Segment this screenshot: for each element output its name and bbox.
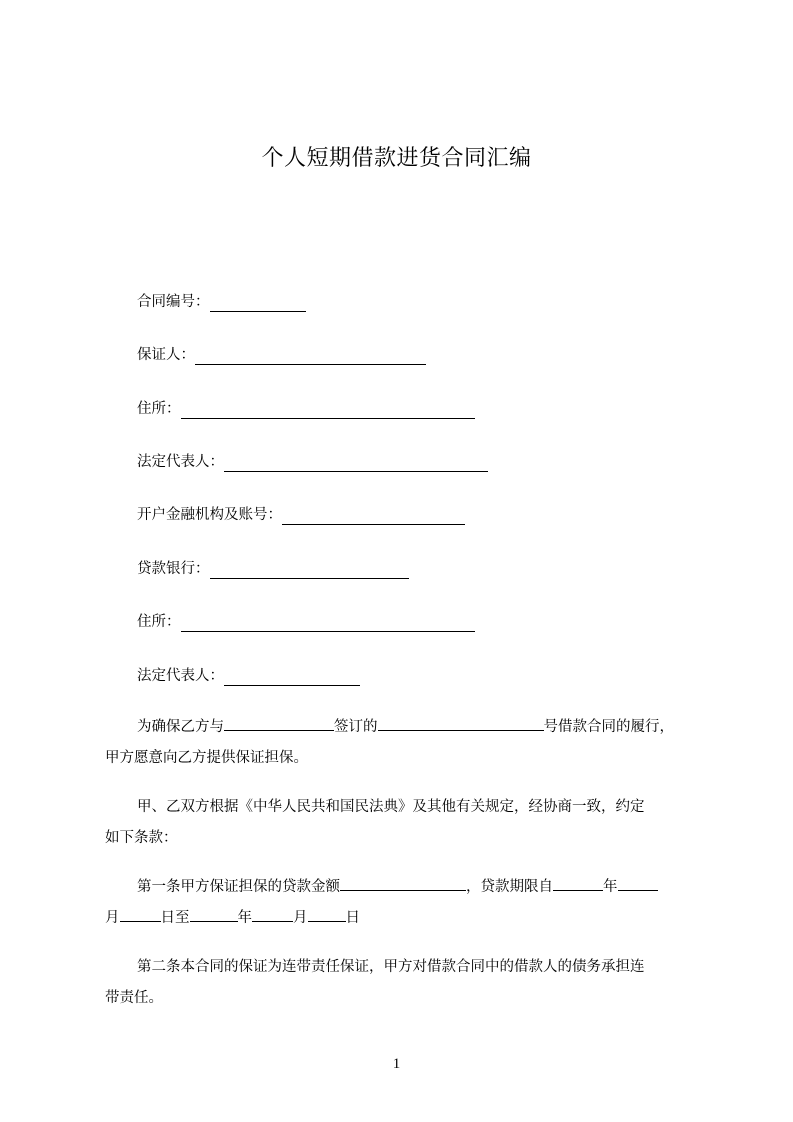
guarantor-label: 保证人： xyxy=(137,347,195,363)
loan-amount-blank[interactable] xyxy=(340,876,466,891)
end-month-blank[interactable] xyxy=(252,907,293,922)
address-field-2 xyxy=(137,612,475,632)
paragraph-text: 第一条甲方保证担保的贷款金额 xyxy=(137,879,340,895)
address-blank-1[interactable] xyxy=(181,403,475,419)
contract-number-label: 合同编号： xyxy=(137,294,210,310)
bank-account-blank[interactable] xyxy=(282,509,465,525)
paragraph-text: ，贷款期限自 xyxy=(466,879,553,895)
address-field-1 xyxy=(137,399,475,419)
paragraph-text: 号借款合同的履行， xyxy=(543,719,674,735)
lender-bank-label: 贷款银行： xyxy=(137,561,210,577)
legal-representative-blank-2[interactable] xyxy=(224,670,360,686)
guarantor-blank[interactable] xyxy=(195,349,426,365)
legal-representative-label-1: 法定代表人： xyxy=(137,454,224,470)
loan-contract-number-blank[interactable] xyxy=(378,716,544,731)
paragraph-text: 为确保乙方与 xyxy=(137,719,224,735)
paragraph-text: 日至 xyxy=(160,910,190,926)
start-day-blank[interactable] xyxy=(120,907,161,922)
legal-representative-label-2: 法定代表人： xyxy=(137,668,224,684)
legal-representative-field-1 xyxy=(137,452,488,472)
paragraph-article-1 xyxy=(105,872,699,934)
paragraph-guarantee-purpose xyxy=(105,712,699,774)
document-title: 个人短期借款进货合同汇编 xyxy=(261,146,532,171)
start-year-blank[interactable] xyxy=(553,876,603,891)
paragraph-text: 月 xyxy=(293,910,308,926)
legal-representative-field-2 xyxy=(137,666,360,686)
legal-representative-blank-1[interactable] xyxy=(224,456,488,472)
guarantor-field xyxy=(137,345,426,365)
paragraph-line: 甲方愿意向乙方提供保证担保。 xyxy=(105,750,308,766)
page-number: 1 xyxy=(392,1056,401,1072)
paragraph-line: 带责任。 xyxy=(105,990,163,1006)
address-label-2: 住所： xyxy=(137,614,181,630)
paragraph-text: 日 xyxy=(345,910,360,926)
address-blank-2[interactable] xyxy=(181,616,475,632)
paragraph-text: 月 xyxy=(105,910,120,926)
bank-account-label: 开户金融机构及账号： xyxy=(137,507,282,523)
paragraph-legal-basis xyxy=(105,792,699,854)
address-label-1: 住所： xyxy=(137,401,181,417)
paragraph-line: 第二条本合同的保证为连带责任保证，甲方对借款合同中的借款人的债务承担连 xyxy=(137,959,645,975)
contract-number-blank[interactable] xyxy=(210,296,306,312)
end-year-blank[interactable] xyxy=(190,907,238,922)
bank-account-field xyxy=(137,505,465,525)
lender-bank-blank[interactable] xyxy=(210,563,409,579)
start-month-blank[interactable] xyxy=(618,876,658,891)
party-name-blank[interactable] xyxy=(224,716,334,731)
paragraph-text: 年 xyxy=(237,910,252,926)
paragraph-text: 年 xyxy=(603,879,618,895)
paragraph-article-2 xyxy=(105,952,699,1014)
contract-number-field xyxy=(137,292,306,312)
paragraph-line: 如下条款： xyxy=(105,830,178,846)
end-day-blank[interactable] xyxy=(308,907,346,922)
lender-bank-field xyxy=(137,559,409,579)
paragraph-text: 签订的 xyxy=(334,719,378,735)
paragraph-line: 甲、乙双方根据《中华人民共和国民法典》及其他有关规定，经协商一致，约定 xyxy=(137,799,645,815)
